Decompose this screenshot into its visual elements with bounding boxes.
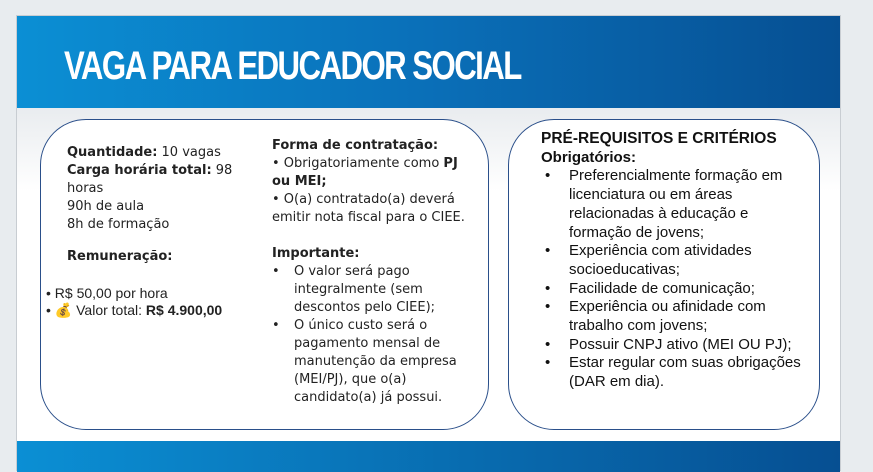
quantidade-value: 10 vagas: [157, 145, 221, 160]
total-label: Valor total:: [76, 302, 146, 318]
job-details: [67, 144, 242, 266]
requirements: [541, 130, 806, 392]
list-item-text: Facilidade de comunicação;: [569, 279, 755, 297]
header-banner: [17, 16, 840, 108]
list-item-text: Preferencialmente formação em licenciatura ou em áreas relacionadas à educação e formação de jovens;: [569, 167, 783, 241]
list-item-text: Experiência com atividades socioeducativas;: [569, 242, 752, 278]
contract-info: [272, 137, 472, 407]
slide: [16, 15, 841, 471]
carga-line: horas: [67, 181, 104, 196]
requirements-subheading: Obrigatórios:: [541, 148, 637, 166]
carga-line: 90h de aula: [67, 199, 145, 214]
list-item-text: Possuir CNPJ ativo (MEI OU PJ);: [569, 335, 792, 353]
list-item: • Estar regular com suas obrigações (DAR em dia).: [541, 354, 806, 391]
list-item: • O único custo será o pagamento mensal de manutenção da empresa (MEI/PJ), que o(a) candidato(a) já possui.: [272, 317, 472, 407]
importante-label: Importante:: [272, 246, 360, 261]
list-item-text: Estar regular com suas obrigações (DAR em dia).: [569, 354, 801, 391]
hourly-rate: R$ 50,00 por hora: [54, 285, 168, 301]
quantidade-label: Quantidade:: [67, 145, 158, 160]
list-item: • Experiência ou afinidade com trabalho com jovens;: [541, 298, 806, 335]
list-item-text: O único custo será o pagamento mensal de manutenção da empresa (MEI/PJ), que o(a) candidato(a) já possui.: [294, 318, 457, 405]
forma-item: • O(a) contratado(a) deverá emitir nota fiscal para o CIEE.: [272, 192, 465, 225]
carga-label: Carga horária total:: [67, 163, 212, 178]
carga-line: 8h de formação: [67, 217, 170, 232]
forma-label: Forma de contratação:: [272, 138, 439, 153]
list-item: • Possuir CNPJ ativo (MEI OU PJ);: [545, 335, 792, 353]
page-title: VAGA PARA EDUCADOR SOCIAL: [64, 44, 521, 88]
remuneracao-label: Remuneração:: [67, 249, 173, 264]
money-bag-icon: 💰: [54, 302, 73, 318]
forma-item: • Obrigatoriamente como: [272, 156, 444, 171]
list-item: • O valor será pago integralmente (sem descontos pelo CIEE);: [272, 263, 472, 317]
carga-value: 98: [211, 163, 233, 178]
remuneracao-list: • R$ 50,00 por hora • 💰 Valor total: R$ 4.900,00: [46, 285, 223, 318]
list-item: • Preferencialmente formação em licenciatura ou em áreas relacionadas à educação e formação de jovens;: [541, 167, 806, 242]
total-value: R$ 4.900,00: [145, 302, 223, 318]
footer-banner: [17, 441, 840, 472]
list-item-text: Experiência ou afinidade com trabalho com jovens;: [569, 298, 766, 335]
list-item: • Experiência com atividades socioeducativas;: [541, 242, 806, 279]
list-item-text: O valor será pago integralmente (sem descontos pelo CIEE);: [294, 264, 436, 315]
requirements-heading: PRÉ-REQUISITOS E CRITÉRIOS: [541, 130, 777, 147]
list-item: • Facilidade de comunicação;: [545, 279, 755, 297]
forma-item-bold: PJ ou MEI;: [272, 156, 458, 189]
